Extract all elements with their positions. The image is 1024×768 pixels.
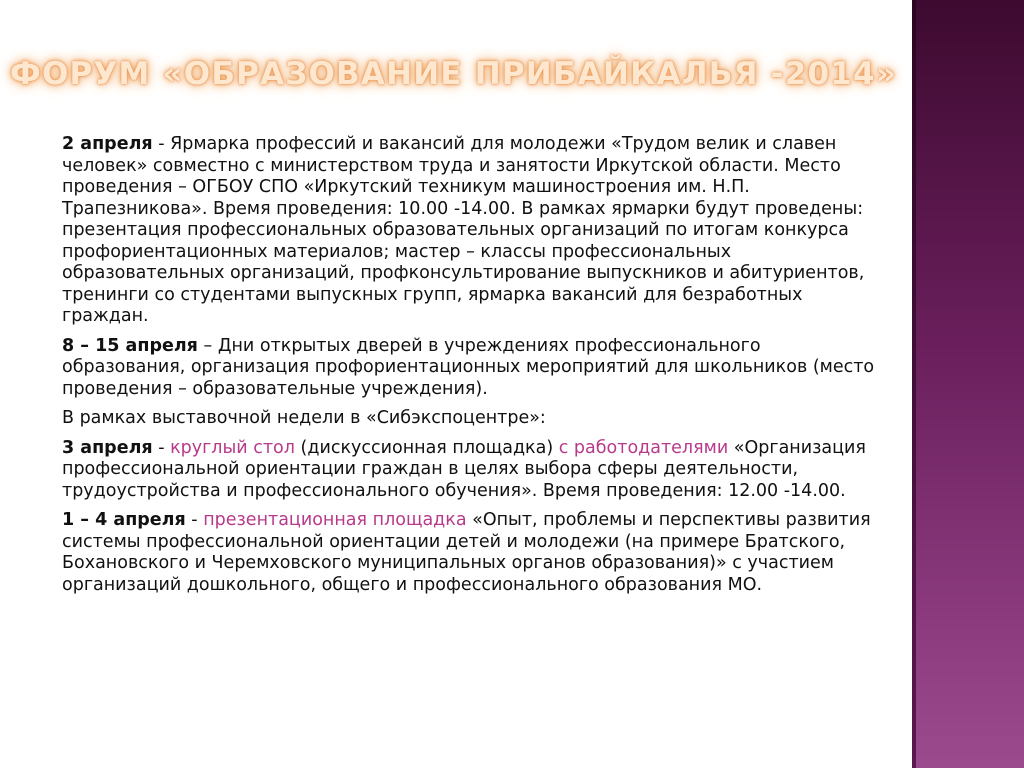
event-description: «Опыт, проблемы и перспективы развития системы профессиональной ориентации детей и молодежи (на примере Братского, Бохановского и Черемховского муниципальных органов образования)» с участием организаций дошкольного, общего и профессионального образования МО. bbox=[62, 510, 871, 595]
slide-title: ФОРУМ «ОБРАЗОВАНИЕ ПРИБАЙКАЛЬЯ -2014» bbox=[10, 56, 898, 92]
highlight-round-table: круглый стол bbox=[170, 437, 295, 458]
event-description: Дни открытых дверей в учреждениях профессионального образования, организация профориентационных мероприятий для школьников (место проведения – образовательные учреждения). bbox=[62, 335, 875, 399]
event-description: (дискуссионная площадка) bbox=[294, 437, 559, 458]
paragraph-april-8-15 bbox=[62, 336, 882, 401]
event-description-cont: «Организация профессиональной ориентации граждан в целях выбора сферы деятельности, трудоустройства и профессионального обучения». Время проведения: 12.00 -14.00. bbox=[62, 437, 866, 501]
date-separator: – bbox=[197, 335, 218, 356]
highlight-presentation-area: презентационная площадка bbox=[203, 510, 467, 530]
paragraph-april-2 bbox=[62, 134, 882, 328]
date-separator: - bbox=[152, 437, 171, 458]
event-date: 1 – 4 апреля bbox=[62, 510, 186, 530]
event-date: 3 апреля bbox=[62, 437, 153, 458]
decorative-sidebar bbox=[912, 0, 1024, 768]
event-date: 2 апреля bbox=[62, 134, 153, 154]
sidebar-edge bbox=[912, 0, 916, 768]
date-separator: - bbox=[152, 134, 171, 154]
slide-content bbox=[62, 134, 882, 604]
event-date: 8 – 15 апреля bbox=[62, 335, 198, 356]
paragraph-april-3 bbox=[62, 438, 882, 503]
paragraph-april-1-4 bbox=[62, 510, 882, 596]
highlight-employers: с работодателями bbox=[558, 437, 729, 458]
paragraph-exhibition-intro: В рамках выставочной недели в «Сибэкспоцентре»: bbox=[62, 408, 546, 428]
date-separator: - bbox=[185, 510, 204, 530]
event-description: Ярмарка профессий и вакансий для молодежи «Трудом велик и славен человек» совместно с министерством труда и занятости Иркутской области. Место проведения – ОГБОУ СПО «Иркутский техникум машиностроения им. Н.П. Трапезникова». Время проведения: 10.00 -14.00. В рамках ярмарки будут проведены: презентация профессиональных образовательных организаций по итогам конкурса профориентационных материалов; мастер – классы профессиональных образовательных организаций, профконсультирование выпускников и абитуриентов, тренинги со студентами выпускных групп, ярмарка вакансий для безработных граждан. bbox=[62, 134, 865, 326]
